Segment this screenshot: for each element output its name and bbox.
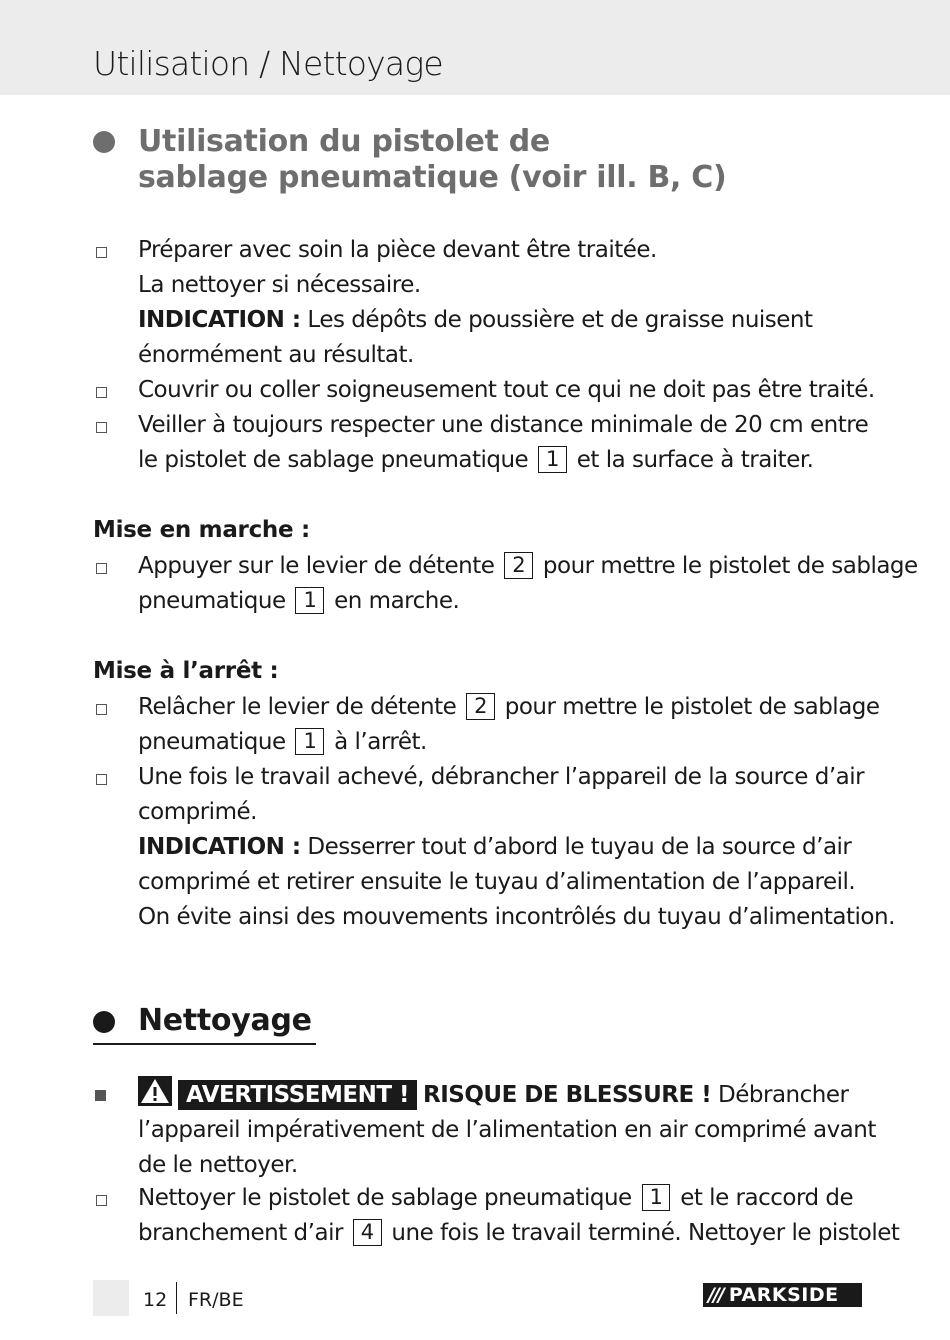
- text-part: Débrancher: [711, 1082, 849, 1108]
- text-part: pneumatique: [138, 729, 286, 755]
- text-line: énormément au résultat.: [138, 342, 414, 368]
- risk-label: RISQUE DE BLESSURE !: [423, 1082, 712, 1108]
- text-line: comprimé.: [138, 799, 257, 825]
- checkbox-bullet-icon: [96, 422, 107, 433]
- part-ref-badge: 2: [466, 693, 495, 720]
- checkbox-bullet-icon: [96, 1195, 107, 1206]
- text-line: Couvrir ou coller soigneusement tout ce qui ne doit pas être traité.: [138, 377, 875, 403]
- text-line: [138, 549, 918, 584]
- warning-line: [138, 1076, 878, 1113]
- text-part: une fois le travail terminé. Nettoyer le pistolet: [391, 1220, 900, 1246]
- text-line: Une fois le travail achevé, débrancher l’appareil de la source d’air: [138, 764, 865, 790]
- text-line: [138, 1216, 900, 1251]
- note-text: Les dépôts de poussière et de graisse nuisent: [300, 307, 813, 333]
- text-part: et la surface à traiter.: [576, 447, 814, 473]
- heading-underline: [93, 1043, 316, 1045]
- warning-item: [138, 1076, 878, 1183]
- logo-text: PARKSIDE: [728, 1284, 839, 1306]
- text-line: Préparer avec soin la pièce devant être traitée.: [138, 237, 657, 263]
- note-text: Desserrer tout d’abord le tuyau de la source d’air: [300, 834, 852, 860]
- heading-line-2: sablage pneumatique (voir ill. B, C): [138, 160, 727, 195]
- text-part: pour mettre le pistolet de sablage: [542, 553, 918, 579]
- checkbox-bullet-icon: [96, 704, 107, 715]
- warning-triangle-icon: [138, 1076, 172, 1106]
- part-ref-badge: 1: [642, 1184, 671, 1211]
- text-part: à l’arrêt.: [334, 729, 427, 755]
- subheading-stop: Mise à l’arrêt :: [93, 658, 279, 684]
- section-bullet-icon: [93, 131, 115, 153]
- section-heading-cleaning: Nettoyage: [138, 1003, 312, 1038]
- text-part: pneumatique: [138, 588, 286, 614]
- page-number: 12: [143, 1289, 168, 1311]
- checkbox-bullet-icon: [96, 563, 107, 574]
- text-part: Nettoyer le pistolet de sablage pneumatique: [138, 1185, 632, 1211]
- text-part: et le raccord de: [680, 1185, 854, 1211]
- logo-slashes: ///: [708, 1284, 723, 1306]
- section-heading-usage: [138, 124, 726, 196]
- part-ref-badge: 1: [538, 446, 567, 473]
- text-line: l’appareil impérativement de l’alimentation en air comprimé avant: [138, 1117, 876, 1143]
- footer-marker: [93, 1280, 129, 1316]
- checkbox-bullet-icon: [96, 774, 107, 785]
- text-line: [138, 690, 878, 725]
- text-line: [138, 725, 878, 760]
- part-ref-badge: 2: [504, 552, 533, 579]
- text-part: Appuyer sur le levier de détente: [138, 553, 495, 579]
- text-line: La nettoyer si nécessaire.: [138, 272, 421, 298]
- header-title: Utilisation / Nettoyage: [93, 44, 443, 83]
- text-line: Veiller à toujours respecter une distance minimale de 20 cm entre: [138, 412, 869, 438]
- part-ref-badge: 4: [353, 1219, 382, 1246]
- text-line: de le nettoyer.: [138, 1152, 298, 1178]
- list-item: [138, 373, 878, 408]
- list-item: [138, 760, 895, 935]
- checkbox-bullet-icon: [96, 387, 107, 398]
- text-part: Relâcher le levier de détente: [138, 694, 457, 720]
- list-item: [138, 408, 878, 478]
- text-line: [138, 1181, 878, 1216]
- list-item: [138, 690, 878, 760]
- parkside-logo: [703, 1283, 862, 1307]
- checkbox-bullet-icon: [96, 247, 107, 258]
- subheading-start: Mise en marche :: [93, 517, 310, 543]
- part-ref-badge: 1: [295, 728, 324, 755]
- page-header: [0, 0, 950, 95]
- section-bullet-icon: [93, 1011, 115, 1033]
- part-ref-badge: 1: [295, 587, 324, 614]
- text-line: [138, 443, 878, 478]
- note-line: [138, 303, 878, 338]
- list-item: [138, 549, 918, 619]
- language-code: FR/BE: [188, 1289, 244, 1311]
- list-item: [138, 233, 878, 373]
- text-part: le pistolet de sablage pneumatique: [138, 447, 529, 473]
- text-line: [138, 584, 878, 619]
- note-line: [138, 830, 878, 865]
- text-line: comprimé et retirer ensuite le tuyau d’alimentation de l’appareil.: [138, 869, 856, 895]
- note-label: INDICATION :: [138, 834, 301, 860]
- text-part: pour mettre le pistolet de sablage: [504, 694, 880, 720]
- list-item: [138, 1181, 900, 1251]
- text-part: branchement d’air: [138, 1220, 343, 1246]
- note-label: INDICATION :: [138, 307, 301, 333]
- heading-line-1: Utilisation du pistolet de: [138, 124, 550, 159]
- text-part: en marche.: [334, 588, 460, 614]
- text-line: On évite ainsi des mouvements incontrôlés du tuyau d’alimentation.: [138, 904, 895, 930]
- warning-label: AVERTISSEMENT !: [178, 1080, 417, 1110]
- filled-bullet-icon: [95, 1090, 106, 1101]
- footer-divider: [176, 1282, 177, 1314]
